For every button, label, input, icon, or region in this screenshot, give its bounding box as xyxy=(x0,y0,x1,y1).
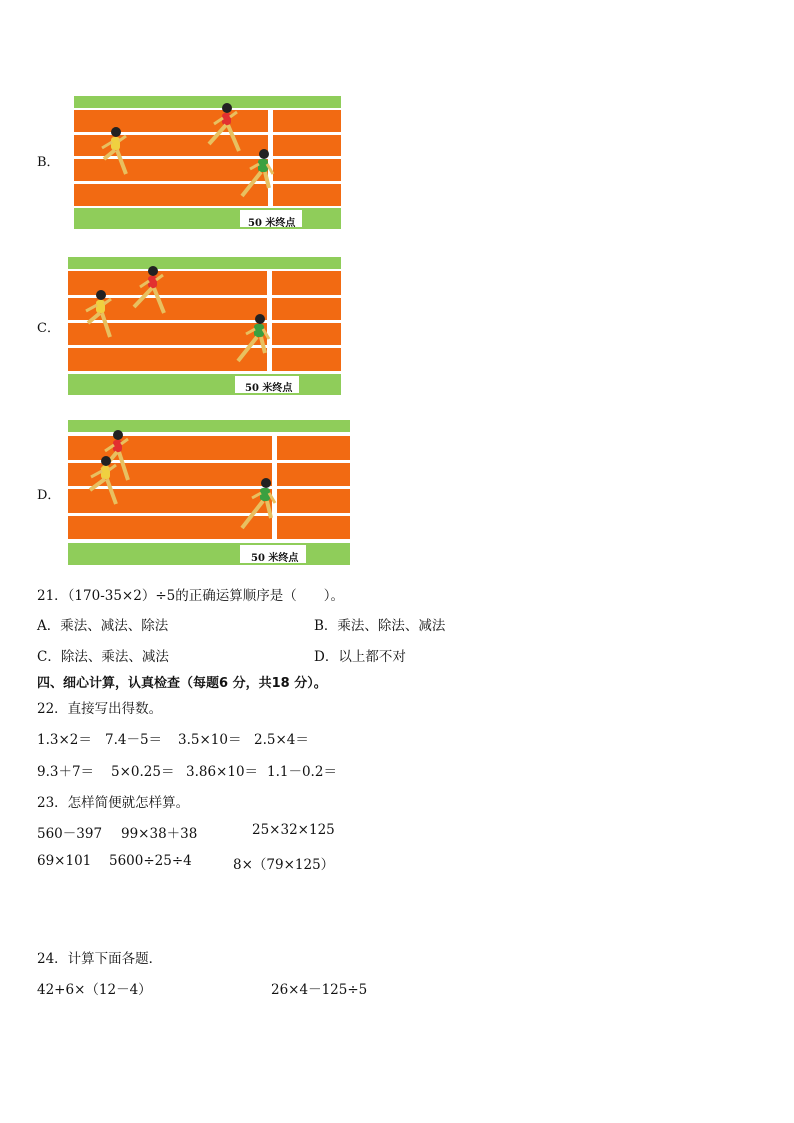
q21-option-b: B．乘法、除法、减法 xyxy=(314,618,446,634)
finish-label-d: 50 米终点 xyxy=(251,553,299,564)
q24-item: 26×4－125÷5 xyxy=(271,982,368,998)
track-image-b xyxy=(74,96,341,229)
option-b-letter: B． xyxy=(37,155,60,170)
q22-item: 9.3＋7＝ xyxy=(37,764,95,780)
q22-stem: 22．直接写出得数。 xyxy=(37,701,163,717)
track-image-c xyxy=(68,257,341,395)
q23-item: 5600÷25÷4 xyxy=(109,853,192,869)
q22-item: 1.1－0.2＝ xyxy=(267,764,337,780)
finish-label-b: 50 米终点 xyxy=(248,218,296,229)
section-title: 四、细心计算，认真检查（每题6 分，共18 分）。 xyxy=(37,676,327,691)
q22-item: 7.4－5＝ xyxy=(105,732,163,748)
q22-item: 2.5×4＝ xyxy=(254,732,309,748)
q22-item: 3.86×10＝ xyxy=(186,764,259,780)
q21-stem: 21．（170-35×2）÷5的正确运算顺序是（ ）。 xyxy=(37,588,344,604)
q23-item: 8×（79×125） xyxy=(233,857,335,873)
q22-item: 1.3×2＝ xyxy=(37,732,92,748)
q22-item: 3.5×10＝ xyxy=(178,732,242,748)
q22-item: 5×0.25＝ xyxy=(111,764,175,780)
q21-option-c: C．除法、乘法、减法 xyxy=(37,649,169,665)
q23-item: 69×101 xyxy=(37,853,92,869)
q21-option-d: D．以上都不对 xyxy=(314,649,406,665)
q23-item: 560－397 xyxy=(37,826,103,842)
track-image-d xyxy=(68,420,350,565)
q23-item: 25×32×125 xyxy=(252,822,335,838)
q23-stem: 23．怎样简便就怎样算。 xyxy=(37,795,190,811)
q24-item: 42+6×（12－4） xyxy=(37,982,152,998)
q23-item: 99×38＋38 xyxy=(121,826,198,842)
option-c-letter: C． xyxy=(37,321,60,336)
q21-option-a: A．乘法、减法、除法 xyxy=(37,618,169,634)
finish-label-c: 50 米终点 xyxy=(245,383,293,394)
q24-stem: 24．计算下面各题． xyxy=(37,951,163,967)
option-d-letter: D． xyxy=(37,488,61,503)
